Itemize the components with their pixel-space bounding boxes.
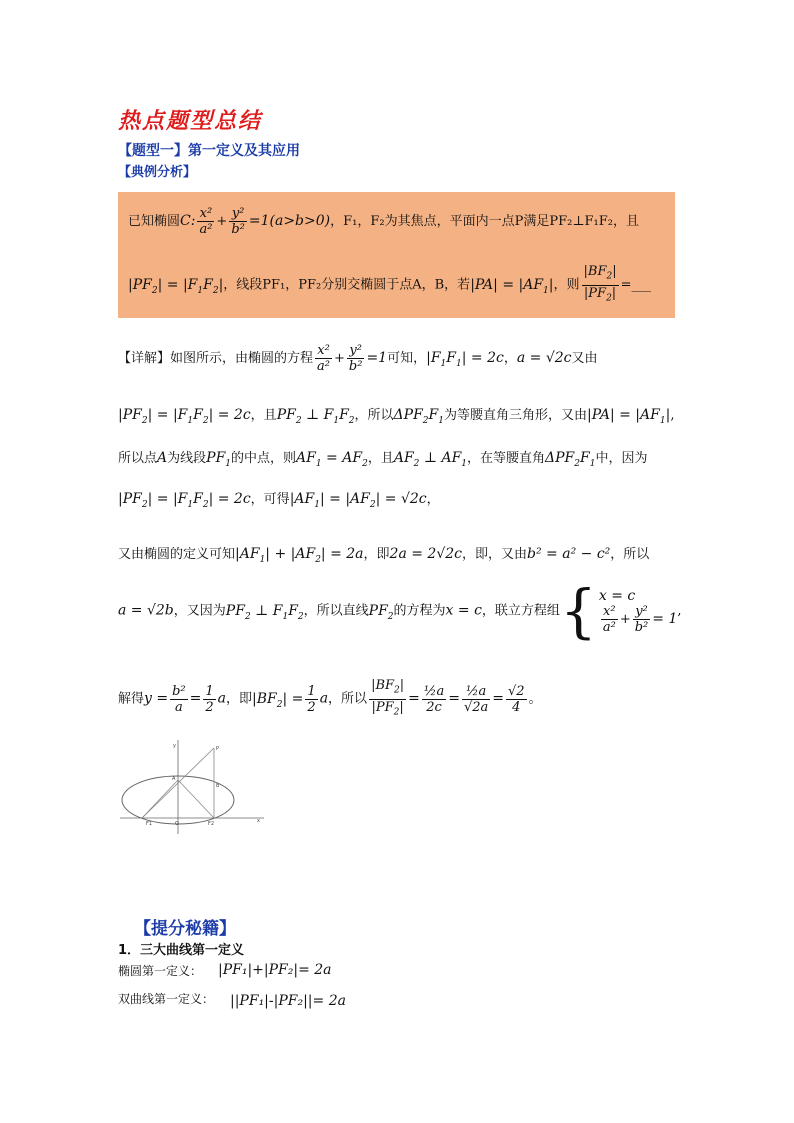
problem-text: ，线段PF₁，PF₂分别交椭圆于点A，B，若 (223, 277, 471, 293)
solution-text: ，即，又由 (462, 547, 528, 562)
problem-box (118, 192, 675, 318)
hyperbola-def-label: 双曲线第一定义： (118, 992, 215, 1006)
label-B: B (216, 783, 220, 789)
problem-text: ，则 (553, 277, 580, 293)
solution-text: ，所以 (354, 408, 394, 423)
solution-text: 中，因为 (595, 451, 648, 466)
ellipse-figure (118, 738, 268, 838)
solution-text: 为线段 (167, 451, 207, 466)
solution-line-6: a = √2b，又因为$PF_2$ ⊥ $F_1F_2$，所以直线$PF_2$的方程为x = c，联立方程组{ x = c $\frac{\text{x²}}{\text{a²}}$ + $\frac{\text{y²}}{\text{b²}}$ = 1 , (118, 577, 682, 645)
solution-text: 所以点 (118, 451, 158, 466)
solution-text: 的方程为 (393, 603, 446, 619)
solution-text: ，所以直线 (303, 603, 369, 619)
hyperbola-def-formula: ||PF₁|-|PF₂||= 2a (230, 993, 346, 1009)
solution-text: 又由 (571, 351, 598, 366)
solution-text: 的中点，则 (231, 451, 297, 466)
solution-line-5: 又由椭圆的定义可知$|AF_1| + |AF_2| = 2a$，即2a = 2√2c，即，又由b² = a² − c²，所以 (118, 546, 650, 565)
solution-text: ，即 (363, 547, 390, 562)
solution-text: ，联立方程组 (481, 603, 560, 619)
label-O: O (175, 821, 179, 827)
brace-icon: { (559, 577, 597, 645)
solution-text: 可知， (387, 351, 427, 366)
solution-text: ，所以 (328, 691, 368, 707)
solution-text: ，在等腰直角 (467, 451, 546, 466)
solution-text: 如图所示，由椭圆的方程 (170, 351, 314, 366)
page-title: 热点题型总结 (118, 108, 263, 134)
type1-heading: 【题型一】第一定义及其应用 (118, 143, 300, 159)
solution-text: ， (426, 492, 440, 507)
ellipse-def-formula: |PF₁|+|PF₂|= 2a (218, 962, 332, 978)
label-A: A (172, 776, 176, 782)
solution-text: 解得 (118, 691, 145, 707)
label-F2: F2 (208, 821, 215, 827)
answer-blank: =___ (620, 277, 651, 293)
solution-text: ，可得 (250, 492, 290, 507)
example-heading: 【典例分析】 (118, 165, 197, 180)
solution-text: 为等腰直角三角形，又由 (443, 408, 587, 423)
solution-text: ，所以 (610, 547, 650, 562)
solution-text: ，且 (250, 408, 277, 423)
solution-line-1: 【详解】如图所示，由椭圆的方程 $\frac{\text{x²}}{\text{a²}}$ + $\frac{\text{y²}}{\text{b²}}$ =1可知，$|F_1F_1| = 2c$，a = √2c又由 (118, 343, 598, 374)
tips-heading: 【提分秘籍】 (134, 919, 236, 939)
ellipse-def-label: 椭圆第一定义： (118, 964, 203, 978)
problem-line-1: 已知椭圆C: $\frac{\text{x²}}{\text{a²}}$ + $\frac{\text{y²}}{\text{b²}}$ =1(a>b>0)，F₁，F₂为其焦点，平面内一点P满足PF₂⊥F₁F₂，且 (128, 206, 640, 237)
solution-line-4: $|PF_2| = |F_1F_2| = 2c$，可得$|AF_1| = |AF_2| = √2c$， (118, 491, 440, 510)
line-AF2 (178, 780, 214, 818)
equation-system: x = c $\frac{\text{x²}}{\text{a²}}$ + $\frac{\text{y²}}{\text{b²}}$ = 1 (598, 587, 678, 635)
solution-label: 【详解】 (118, 351, 171, 366)
label-x: x (257, 818, 260, 824)
solution-line-2: $|PF_2| = |F_1F_2| = 2c$，且$PF_2$ ⊥ $F_1F_2$，所以$\Delta PF_2F_1$为等腰直角三角形，又由$|PA| = |AF_1|$, (118, 407, 675, 426)
tip1-heading: 1．三大曲线第一定义 (118, 943, 245, 958)
problem-text: ，F₁，F₂为其焦点，平面内一点P满足PF₂⊥F₁F₂，且 (330, 214, 640, 229)
solution-text: ，且 (367, 451, 394, 466)
solution-line-3: 所以点A为线段$PF_1$的中点，则$AF_1 = AF_2$，且$AF_2$ ⊥ $AF_1$，在等腰直角$\Delta PF_2F_1$中，因为 (118, 450, 648, 469)
solution-text: 又由椭圆的定义可知 (118, 547, 236, 562)
label-P: P (216, 746, 220, 752)
solution-text: ，即 (226, 691, 253, 707)
label-F1: F1 (146, 821, 153, 827)
solution-text: ，又因为 (173, 603, 226, 619)
line-AF1 (142, 780, 178, 818)
problem-text: 已知椭圆 (128, 214, 181, 229)
solution-line-7: 解得y = $\frac{\text{b²}}{a}$ = $\frac{1}{2}$ a，即$|BF_2|$ = $\frac{1}{2}$ a，所以 $\frac{|BF_2|}{|PF_2|}$ = $\frac{\text{½a}}{2c}$ = $\frac{\text{½a}}{√2a}$ = $\frac{√2}{4}$ 。 (118, 678, 542, 718)
solution-text: ， (503, 351, 517, 366)
problem-line-2: $|PF_2| = |F_1F_2|$，线段PF₁，PF₂分别交椭圆于点A，B，若$|PA| = |AF_1|$，则 $\frac{|BF_2|}{|PF_2|}$ =___ (128, 264, 651, 304)
solution-text: 。 (528, 691, 542, 707)
label-y: y (173, 743, 176, 749)
